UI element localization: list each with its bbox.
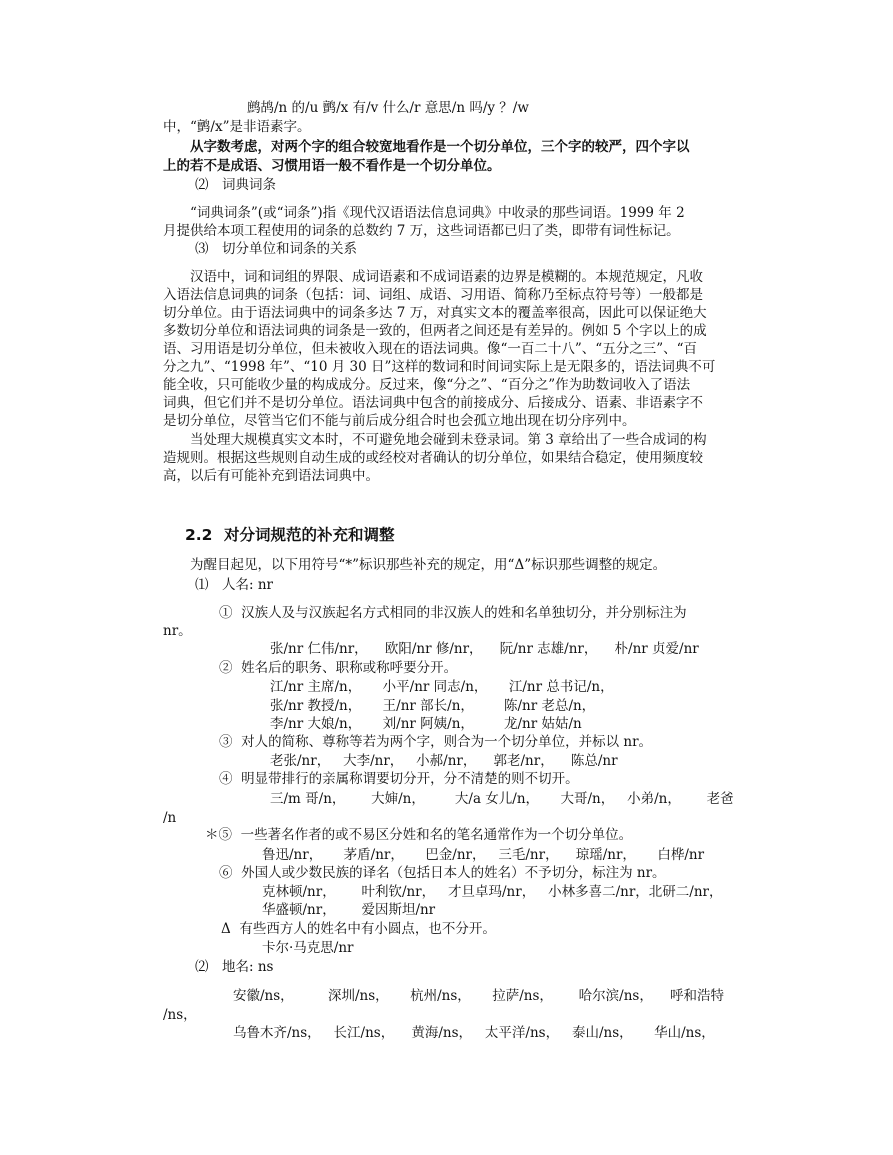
section-number: 2.2: [185, 526, 213, 544]
subsection-heading: ⑵ 地名: ns: [195, 959, 274, 975]
rule-line: ④ 明显带排行的亲属称谓要切分开，分不清楚的则不切开。: [219, 771, 579, 787]
paragraph-line: 是切分单位，尽管当它们不能与前后成分组合时也会孤立地出现在切分序列中。: [163, 413, 636, 429]
bold-text-line: 上的若不是成语、习惯用语一般不看作是一个切分单位。: [163, 158, 501, 174]
bold-text-line: 从字数考虑，对两个字的组合较宽地看作是一个切分单位，三个字的较严，四个字以: [190, 139, 690, 155]
example-line: 江/nr 主席/n， 小平/nr 同志/n， 江/nr 总书记/n，: [270, 679, 614, 695]
example-line: /n: [163, 810, 177, 826]
example-line: 乌鲁木齐/ns， 长江/ns， 黄海/ns， 太平洋/ns， 泰山/ns， 华山/ns，: [233, 1025, 715, 1041]
example-line: 张/nr 仁伟/nr， 欧阳/nr 修/nr， 阮/nr 志雄/nr， 朴/nr 贞爱/nr: [270, 641, 699, 657]
example-line: 华盛顿/nr， 爱因斯坦/nr: [262, 902, 436, 918]
paragraph-line: 分之九”、“1998 年”、“10 月 30 日”这样的数词和时间词实际上是无限多的，语法词典不可: [163, 359, 716, 375]
subsection-heading: ⑴ 人名: nr: [195, 577, 273, 593]
example-line: 老张/nr， 大李/nr， 小郝/nr， 郭老/nr， 陈总/nr: [270, 753, 618, 769]
paragraph-line: 多数切分单位和语法词典的词条是一致的，但两者之间还是有差异的。例如 5 个字以上的成: [163, 323, 707, 339]
rule-line: ② 姓名后的职务、职称或称呼要分开。: [219, 660, 458, 676]
subsection-heading: ⑵ 词典词条: [195, 177, 276, 193]
rule-line: ① 汉族人及与汉族起名方式相同的非汉族人的姓和名单独切分，并分别标注为: [219, 605, 687, 621]
example-line: 卡尔·马克思/nr: [262, 940, 354, 956]
example-line: 克林顿/nr， 叶利钦/nr， 才旦卓玛/nr， 小林多喜二/nr，北研二/nr，: [262, 884, 723, 900]
rule-line: ＊⑤ 一些著名作者的或不易区分姓和名的笔名通常作为一个切分单位。: [205, 827, 633, 843]
paragraph-line: 月提供给本项工程使用的词条的总数约 7 万，这些词语都已归了类，即带有词性标记。: [163, 223, 680, 239]
rule-line: Δ 有些西方人的姓名中有小圆点，也不分开。: [221, 921, 496, 937]
paragraph-line: 当处理大规模真实文本时，不可避免地会碰到未登录词。第 3 章给出了一些合成词的构: [190, 432, 707, 448]
rule-line: ⑥ 外国人或少数民族的译名（包括日本人的姓名）不予切分，标注为 nr。: [219, 865, 666, 881]
paragraph-line: 汉语中，词和词组的界限、成词语素和不成词语素的边界是模糊的。本规范规定，凡收: [190, 269, 703, 285]
paragraph-line: 能全收，只可能收少量的构成成分。反过来，像“分之”、“百分之”作为助数词收入了语法: [163, 377, 691, 393]
example-line: 李/nr 大娘/n， 刘/nr 阿姨/n， 龙/nr 姑姑/n: [270, 716, 582, 732]
rule-line: ③ 对人的简称、尊称等若为两个字，则合为一个切分单位，并标以 nr。: [219, 734, 653, 750]
example-line: 张/nr 教授/n， 王/nr 部长/n， 陈/nr 老总/n，: [270, 698, 596, 714]
example-line: 鹧鸪/n 的/u 鹯/x 有/v 什么/r 意思/n 吗/y ？/w: [247, 100, 529, 116]
paragraph-line: 语、习用语是切分单位，但未被收入现在的语法词典。像“一百二十八”、“五分之三”、“百: [163, 341, 698, 357]
example-line: 安徽/ns， 深圳/ns， 杭州/ns， 拉萨/ns， 哈尔滨/ns， 呼和浩特: [233, 988, 725, 1004]
subsection-heading: ⑶ 切分单位和词条的关系: [195, 241, 357, 257]
paragraph-line: 入语法信息词典的词条（包括：词、词组、成语、习用语、简称乃至标点符号等）一般都是: [163, 287, 703, 303]
paragraph-line: 高，以后有可能补充到语法词典中。: [163, 468, 379, 484]
example-line: 三/m 哥/n， 大婶/n， 大/a 女儿/n， 大哥/n， 小弟/n， 老爸: [270, 791, 734, 807]
paragraph-line: 切分单位。由于语法词典中的词条多达 7 万，对真实文本的覆盖率很高，因此可以保证绝大: [163, 305, 707, 321]
paragraph-line: 造规则。根据这些规则自动生成的或经校对者确认的切分单位，如果结合稳定，使用频度较: [163, 450, 703, 466]
example-line: /ns，: [163, 1007, 197, 1023]
rule-line: nr。: [163, 623, 192, 639]
paragraph-line: “词典词条”(或“词条”)指《现代汉语语法信息词典》中收录的那些词语。1999 年 2: [190, 205, 685, 221]
paragraph-line: 词典，但它们并不是切分单位。语法词典中包含的前接成分、后接成分、语素、非语素字不: [163, 395, 703, 411]
text-line: 中，“鹯/x”是非语素字。: [163, 119, 311, 135]
section-title: 对分词规范的补充和调整: [224, 526, 395, 544]
example-line: 鲁迅/nr， 茅盾/nr， 巴金/nr， 三毛/nr， 琼瑶/nr， 白桦/nr: [262, 847, 705, 863]
intro-line: 为醒目起见，以下用符号“*”标识那些补充的规定，用“Δ”标识那些调整的规定。: [190, 557, 667, 573]
